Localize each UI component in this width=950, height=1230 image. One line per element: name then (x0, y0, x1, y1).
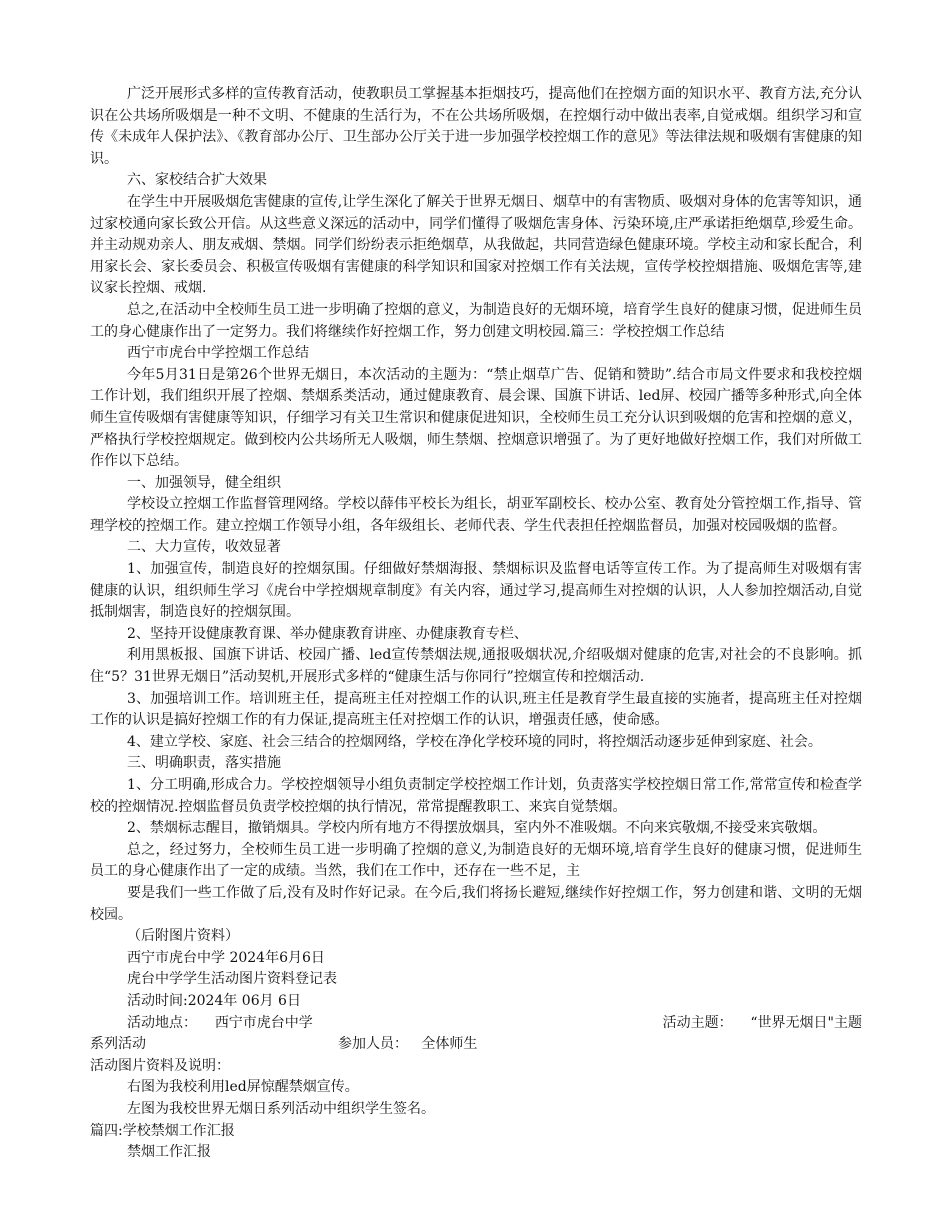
paragraph: 总之,在活动中全校师生员工进一步明确了控烟的意义，为制造良好的无烟环境，培育学生良好的健康习惯，促进师生员工的身心健康作出了一定努力。我们将继续作好控烟工作，努力创建文明校园.篇三：学校控烟工作总结 (90, 301, 862, 340)
paragraph: 活动时间:2024年 06月 6日 (127, 992, 301, 1009)
paragraph: 学校设立控烟工作监督管理网络。学校以薛伟平校长为组长，胡亚军副校长、校办公室、教育处分管控烟工作,指导、管理学校的控烟工作。建立控烟工作领导小组，各年级组长、老师代表、学生代表担任控烟监督员，加强对校园吸烟的监督。 (90, 496, 862, 534)
paragraph: 要是我们一些工作做了后,没有及时作好记录。在今后,我们将扬长避短,继续作好控烟工作，努力创建和谐、文明的无烟校园。 (90, 884, 862, 923)
paragraph: 总之，经过努力，全校师生员工进一步明确了控烟的意义,为制造良好的无烟环境,培育学生良好的健康习惯，促进师生员工的身心健康作出了一定的成绩。当然，我们在工作中，还存在一些不足，主 (90, 841, 862, 880)
paragraph: 广泛开展形式多样的宣传教育活动，使教职员工掌握基本拒烟技巧，提高他们在控烟方面的知识水平、教育方法,充分认识在公共场所吸烟是一种不文明、不健康的生活行为，不在公共场所吸烟，在控烟行动中做出表率,自觉戒烟。组织学习和宣传《未成年人保护法》、《教育部办公厅、卫生部办公厅关于进一步加强学校控烟工作的意见》等法律法规和吸烟有害健康的知识。 (90, 86, 862, 167)
paragraph: 禁烟工作汇报 (127, 1144, 211, 1161)
tail-list (90, 1056, 862, 1164)
document-body (90, 84, 862, 1164)
paragraph: 虎台中学学生活动图片资料登记表 (127, 971, 337, 988)
record-row-1 (127, 1013, 862, 1035)
participants-label: 参加人员： (338, 1036, 408, 1053)
paragraph: 在学生中开展吸烟危害健康的宣传,让学生深化了解关于世界无烟日、烟草中的有害物质、吸烟对身体的危害等知识，通过家校通向家长致公开信。从这些意义深远的活动中，同学们懂得了吸烟危害身体、污染环境,庄严承诺拒绝烟草,珍爱生命。并主动规劝亲人、朋友戒烟、禁烟。同学们纷纷表示拒绝烟草，从我做起，共同营造绿色健康环境。学校主动和家长配合，利用家长会、家长委员会、积极宣传吸烟有害健康的科学知识和国家对控烟工作有关法规，宣传学校控烟措施、吸烟危害等,建议家长控烟、戒烟. (90, 193, 862, 297)
paragraph: 1、分工明确,形成合力。学校控烟领导小组负责制定学校控烟工作计划，负责落实学校控烟日常工作,常常宣传和检查学校的控烟情况.控烟监督员负责学校控烟的执行情况，常常提醒教职工、来宾自觉禁烟。 (90, 777, 862, 815)
place-value: 西宁市虎台中学 (214, 1014, 313, 1031)
paragraph: 2、坚持开设健康教育课、举办健康教育讲座、办健康教育专栏、 (127, 625, 528, 642)
paragraph: 4、建立学校、家庭、社会三结合的控烟网络，学校在净化学校环境的同时，将控烟活动逐步延伸到家庭、社会。 (127, 733, 822, 750)
place-label: 活动地点： (127, 1014, 197, 1031)
activity-record (90, 1013, 862, 1035)
paragraph: 三、明确职责，落实措施 (127, 755, 281, 772)
participants-value: 全体师生 (421, 1036, 478, 1053)
paragraph: 今年5月31日是第26个世界无烟日，本次活动的主题为：“禁止烟草广告、促销和赞助”.结合市局文件要求和我校控烟工作计划，我们组织开展了控烟、禁烟系类活动，通过健康教育、晨会课、国旗下讲话、led屏、校园广播等多种形式,向全体师生宣传吸烟有害健康等知识，仔细学习有关卫生常识和健康促进知识，全校师生员工充分认识到吸烟的危害和控烟的意义，严格执行学校控烟规定。做到校内公共场所无人吸烟，师生禁烟、控烟意识增强了。为了更好地做好控烟工作，我们对所做工作作以下总结。 (90, 366, 862, 470)
record-row-2 (90, 1034, 862, 1056)
paragraph: 活动图片资料及说明： (90, 1057, 230, 1074)
theme-value: “世界无烟日"主题 (750, 1014, 862, 1031)
paragraph: 2、禁烟标志醒目，撤销烟具。学校内所有地方不得摆放烟具，室内外不准吸烟。不向来宾敬烟,不接受来宾敬烟。 (127, 820, 827, 837)
theme-continued: 系列活动 (90, 1036, 146, 1053)
paragraph: 右图为我校利用led屏惊醒禁烟宣传。 (127, 1079, 359, 1096)
paragraph: （后附图片资料） (127, 928, 239, 945)
paragraph-list (90, 84, 862, 1013)
paragraph: 1、加强宣传，制造良好的控烟氛围。仔细做好禁烟海报、禁烟标识及监督电话等宣传工作。为了提高师生对吸烟有害健康的认识，组织师生学习《虎台中学控烟规章制度》有关内容，通过学习,提高师生对控烟的认识，人人参加控烟活动,自觉抵制烟害，制造良好的控烟氛围。 (90, 561, 862, 621)
paragraph: 一、加强领导，健全组织 (127, 474, 281, 491)
paragraph: 二、大力宣传，收效显著 (127, 539, 281, 556)
paragraph: 左图为我校世界无烟日系列活动中组织学生签名。 (127, 1100, 435, 1117)
paragraph: 利用黑板报、国旗下讲话、校园广播、led宣传禁烟法规,通报吸烟状况,介绍吸烟对健康的危害,对社会的不良影响。抓住“5？31世界无烟日”活动契机,开展形式多样的“健康生活与你同行”控烟宣传和控烟活动. (90, 647, 862, 686)
paragraph: 六、家校结合扩大效果 (127, 172, 267, 189)
paragraph: 西宁市虎台中学 2024年6月6日 (127, 949, 325, 966)
paragraph: 3、加强培训工作。培训班主任，提高班主任对控烟工作的认识,班主任是教育学生最直接的实施者，提高班主任对控烟工作的认识是搞好控烟工作的有力保证,提高班主任对控烟工作的认识，增强责任感，使命感。 (90, 690, 862, 729)
theme-label: 活动主题： (662, 1014, 733, 1031)
paragraph: 西宁市虎台中学控烟工作总结 (127, 345, 309, 362)
paragraph: 篇四:学校禁烟工作汇报 (90, 1122, 235, 1139)
